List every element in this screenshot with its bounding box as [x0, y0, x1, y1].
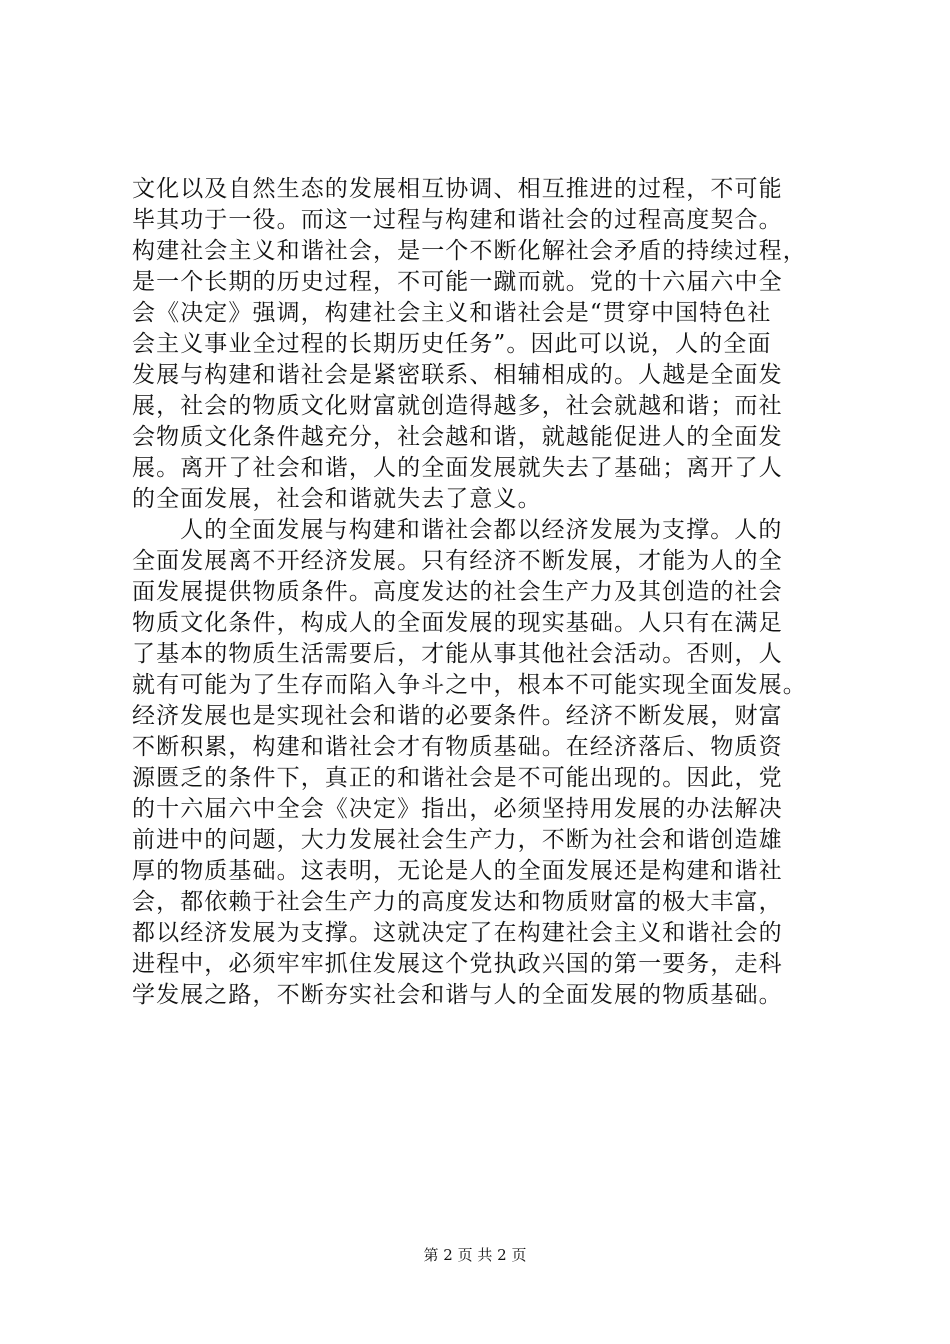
paragraph-start-line: 人的全面发展与构建和谐社会都以经济发展为支撑。人的	[180, 517, 783, 543]
text-line: 物质文化条件，构成人的全面发展的现实基础。人只有在满足	[132, 610, 783, 636]
text-line: 毕其功于一役。而这一过程与构建和谐社会的过程高度契合。	[132, 207, 783, 233]
text-line: 都以经济发展为支撑。这就决定了在构建社会主义和谐社会的	[132, 920, 783, 946]
text-line: 会主义事业全过程的长期历史任务”。因此可以说，人的全面	[132, 331, 772, 357]
text-line: 经济发展也是实现社会和谐的必要条件。经济不断发展，财富	[132, 703, 783, 729]
text-line: 进程中，必须牢牢抓住发展这个党执政兴国的第一要务，走科	[132, 951, 783, 977]
text-line: 前进中的问题，大力发展社会生产力，不断为社会和谐创造雄	[132, 827, 783, 853]
body-text	[132, 174, 832, 1011]
text-line: 展，社会的物质文化财富就创造得越多，社会就越和谐；而社	[132, 393, 783, 419]
text-line: 发展与构建和谐社会是紧密联系、相辅相成的。人越是全面发	[132, 362, 783, 388]
text-line: 是一个长期的历史过程，不可能一蹴而就。党的十六届六中全	[132, 269, 783, 295]
text-line: 会物质文化条件越充分，社会越和谐，就越能促进人的全面发	[132, 424, 783, 450]
text-line: 面发展提供物质条件。高度发达的社会生产力及其创造的社会	[132, 579, 783, 605]
text-line: 的十六届六中全会《决定》指出，必须坚持用发展的办法解决	[132, 796, 783, 822]
text-line: 会《决定》强调，构建社会主义和谐社会是“贯穿中国特色社	[132, 300, 772, 326]
text-line: 的全面发展，社会和谐就失去了意义。	[132, 486, 542, 512]
text-line: 不断积累，构建和谐社会才有物质基础。在经济落后、物质资	[132, 734, 783, 760]
text-line: 文化以及自然生态的发展相互协调、相互推进的过程，不可能	[132, 176, 783, 202]
text-line: 了基本的物质生活需要后，才能从事其他社会活动。否则，人	[132, 641, 783, 667]
page-footer: 第 2 页 共 2 页	[423, 1246, 527, 1264]
text-line: 展。离开了社会和谐，人的全面发展就失去了基础；离开了人	[132, 455, 783, 481]
text-line: 学发展之路，不断夯实社会和谐与人的全面发展的物质基础。	[132, 982, 783, 1008]
text-line: 厚的物质基础。这表明，无论是人的全面发展还是构建和谐社	[132, 858, 783, 884]
text-line: 就有可能为了生存而陷入争斗之中，根本不可能实现全面发展。	[132, 672, 807, 698]
text-line: 构建社会主义和谐社会，是一个不断化解社会矛盾的持续过程，	[132, 238, 807, 264]
text-line: 会，都依赖于社会生产力的高度发达和物质财富的极大丰富，	[132, 889, 783, 915]
text-line: 源匮乏的条件下，真正的和谐社会是不可能出现的。因此，党	[132, 765, 783, 791]
text-line: 全面发展离不开经济发展。只有经济不断发展，才能为人的全	[132, 548, 783, 574]
